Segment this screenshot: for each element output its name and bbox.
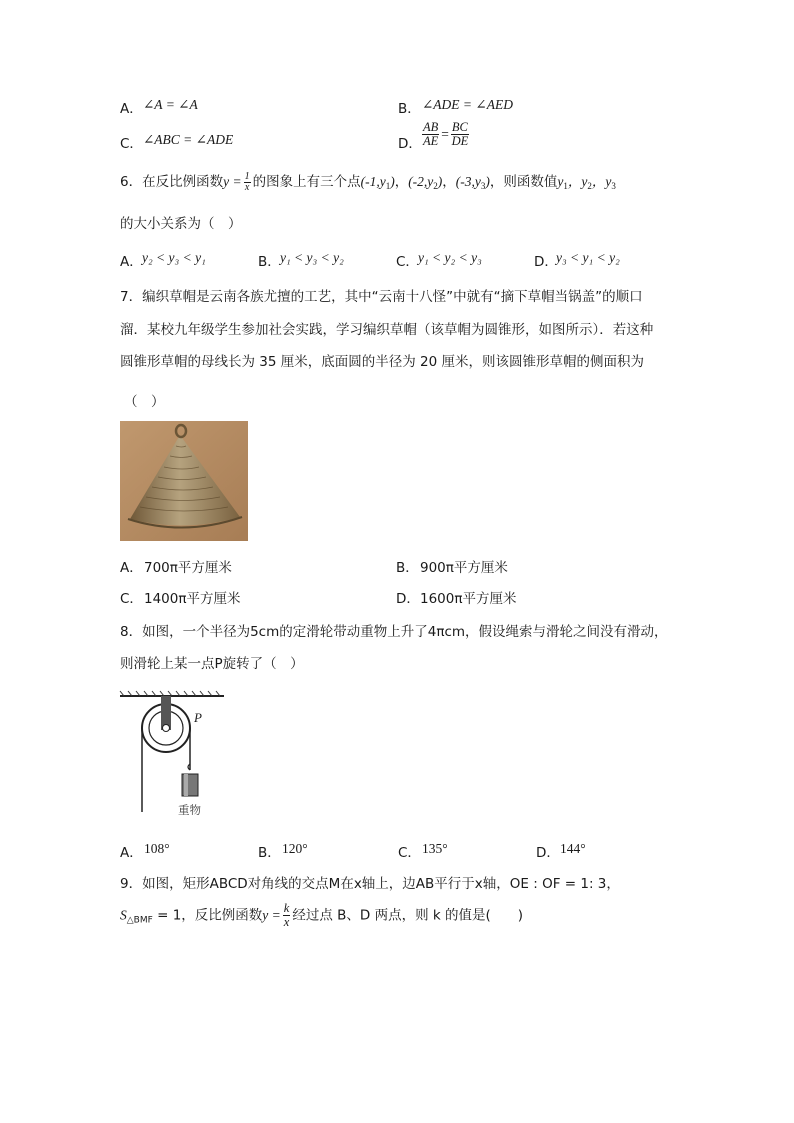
fraction-k-over-x: $\frac{k}{x}$ [283, 901, 290, 929]
q6-stem-line2: 的大小关系为（ ） [120, 216, 242, 232]
q7-option-b-label: B． [396, 560, 419, 576]
q5-option-d-expr: $\frac{AB}{AE}$ = $\frac{BC}{DE}$ [423, 120, 469, 148]
q6-option-c-label: C． [396, 254, 419, 270]
q7-option-c-label: C． [120, 591, 143, 607]
q7-option-c-value: 1400π平方厘米 [144, 591, 241, 607]
q7-option-d-label: D． [396, 591, 420, 607]
q6-option-c-expr: y₁ < y₂ < y₃ [418, 250, 482, 265]
function-values: $y_1$，$y_2$，$y_3$ [557, 174, 616, 191]
q5-option-a-expr: ∠A = ∠A [143, 97, 198, 112]
q5-option-c-label: C． [120, 136, 143, 152]
weight-label: 重物 [178, 803, 201, 817]
q5-option-d-label: D． [398, 136, 422, 152]
pulley-diagram [118, 690, 228, 820]
fraction-1-over-x: $\frac{1}{x}$ [244, 170, 250, 193]
q5-option-a-label: A． [120, 101, 143, 117]
straw-hat-image [120, 421, 248, 541]
q9-stem-line1: 9．如图，矩形ABCD对角线的交点M在x轴上，边AB平行于x轴，OE : OF = 1: 3， [120, 876, 620, 892]
q8-option-c-value: 135° [422, 841, 448, 856]
q8-option-b-value: 120° [282, 841, 308, 856]
q8-option-a-value: 108° [144, 841, 170, 856]
point-3: $(-3,y_3)$ [455, 174, 490, 191]
point-1: $(-1,y_1)$ [360, 174, 395, 191]
q5-option-b-label: B． [398, 101, 421, 117]
q6-stem-line1: 6．在反比例函数y = $\frac{1}{x}$ 的图象上有三个点$(-1,y_1)$，$(-2,y_2)$，$(-3,y_3)$，则函数值$y_1$，$y_2$，$y_3$ [120, 170, 616, 193]
point-2: $(-2,y_2)$ [408, 174, 443, 191]
q6-option-b-label: B． [258, 254, 281, 270]
q7-stem-line3: 圆锥形草帽的母线长为 35 厘米，底面圆的半径为 20 厘米，则该圆锥形草帽的侧面积为 [120, 354, 645, 370]
q8-option-b-label: B． [258, 845, 281, 861]
fraction-bc-de: $\frac{BC}{DE}$ [451, 120, 469, 148]
q6-option-d-expr: y₃ < y₁ < y₂ [556, 250, 620, 265]
q6-option-a-expr: y₂ < y₃ < y₁ [142, 250, 206, 265]
q7-stem-line1: 7．编织草帽是云南各族尤擅的工艺，其中“云南十八怪”中就有“摘下草帽当锅盖”的顺口 [120, 289, 643, 305]
q6-option-a-label: A． [120, 254, 143, 270]
q7-option-a-label: A． [120, 560, 143, 576]
q7-option-d-value: 1600π平方厘米 [420, 591, 517, 607]
q8-stem-line1: 8．如图，一个半径为5cm的定滑轮带动重物上升了4πcm，假设绳索与滑轮之间没有滑动， [120, 624, 668, 640]
q7-option-a-value: 700π平方厘米 [144, 560, 232, 576]
q6-option-d-label: D． [534, 254, 558, 270]
q8-option-a-label: A． [120, 845, 143, 861]
q5-option-b-expr: ∠ADE = ∠AED [422, 97, 513, 112]
pulley-figure [118, 690, 228, 820]
q7-stem-line2: 溜．某校九年级学生参加社会实践，学习编织草帽（该草帽为圆锥形，如图所示）．若这种 [120, 322, 654, 338]
q8-option-d-label: D． [536, 845, 560, 861]
point-p-label: P [194, 710, 202, 725]
fraction-ab-ae: $\frac{AB}{AE}$ [423, 120, 439, 148]
q6-option-b-expr: y₁ < y₃ < y₂ [280, 250, 344, 265]
q7-option-b-value: 900π平方厘米 [420, 560, 508, 576]
q9-stem-line2: $S_{\triangle BMF} = 1$，反比例函数y = $\frac{k}{x}$ 经过点 B、D 两点，则 k 的值是( ) [120, 901, 524, 929]
q8-option-c-label: C． [398, 845, 421, 861]
q8-option-d-value: 144° [560, 841, 586, 856]
q8-stem-line2: 则滑轮上某一点P旋转了（ ） [120, 656, 304, 672]
q7-stem-line4: （ ） [124, 394, 165, 410]
q5-option-c-expr: ∠ABC = ∠ADE [143, 132, 234, 147]
straw-hat-photo [120, 421, 248, 541]
